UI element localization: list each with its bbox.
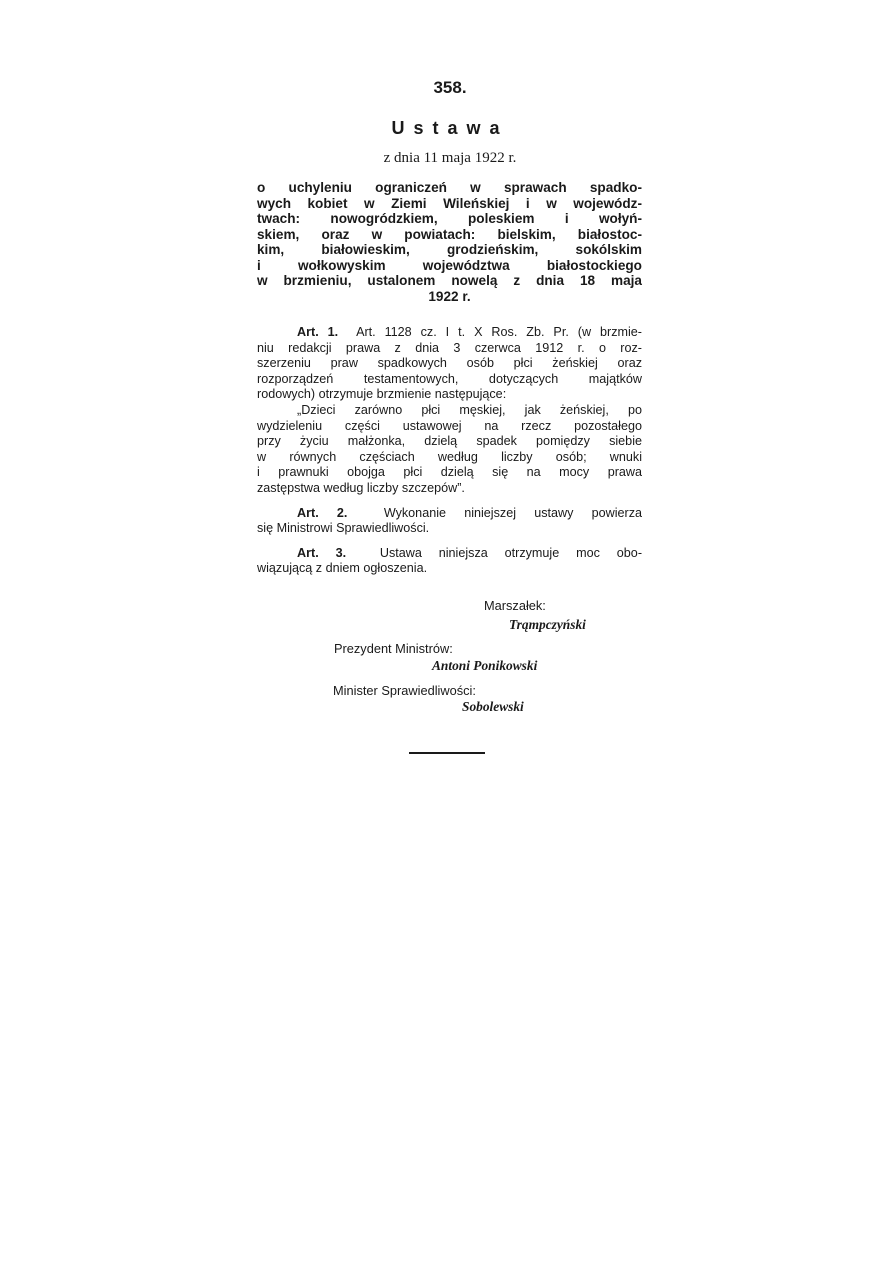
document-title: Ustawa [391, 118, 509, 138]
subject-line: twach: nowogródzkiem, poleskiem i wołyń- [257, 211, 642, 226]
closing-rule [409, 752, 485, 754]
signature-name-justice-minister: Sobolewski [462, 699, 524, 714]
article-2-heading: Art. 2. [297, 505, 348, 520]
subject-line: 1922 r. [428, 288, 471, 304]
article-1-line: rozporządzeń testamentowych, dotyczących majątków [257, 371, 642, 386]
article-1-line: w równych częściach według liczby osób; wnuki [257, 449, 642, 464]
subject-line: o uchyleniu ograniczeń w sprawach spadko- [257, 180, 642, 195]
signature-role-prime-minister: Prezydent Ministrów: [334, 641, 453, 656]
date-line: z dnia 11 maja 1922 r. [383, 150, 517, 166]
subject-line: kim, białowieskim, grodzieńskim, sokólskim [257, 242, 642, 257]
article-1-line: niu redakcji prawa z dnia 3 czerwca 1912 r. o roz- [257, 340, 642, 355]
subject-line: wych kobiet w Ziemi Wileńskiej i w wojewódz- [257, 195, 642, 211]
article-2-line [257, 506, 642, 522]
article-1-line: szerzeniu praw spadkowych osób płci żeńskiej oraz [257, 356, 642, 371]
article-3-line [257, 546, 642, 562]
subject-line: i wołkowyskim województwa białostockiego [257, 257, 642, 273]
article-1-line: zastępstwa według liczby szczepów”. [257, 480, 465, 495]
signature-role-justice-minister: Minister Sprawiedliwości: [333, 683, 476, 698]
signature-name-marshal: Trąmpczyński [509, 617, 586, 632]
article-1-line: wydzieleniu części ustawowej na rzecz pozostałego [257, 418, 642, 433]
subject-line: w brzmieniu, ustalonem nowelą z dnia 18 maja [257, 273, 642, 288]
article-3-text: Ustawa niniejsza otrzymuje moc obo- [379, 545, 643, 560]
article-2-line: się Ministrowi Sprawiedliwości. [257, 521, 430, 536]
article-3-heading: Art. 3. [297, 545, 347, 560]
subject-line: skiem, oraz w powiatach: bielskim, białostoc- [257, 226, 642, 242]
signature-role-marshal: Marszałek: [484, 598, 546, 613]
article-1-text: Art. 1128 cz. I t. X Ros. Zb. Pr. (w brzmie- [356, 325, 642, 339]
article-1-line: przy życiu małżonka, dzielą spadek pomiędzy siebie [257, 434, 642, 449]
article-1-heading: Art. 1. [297, 325, 339, 339]
article-2-text: Wykonanie niniejszej ustawy powierza [383, 505, 642, 520]
subject-heading [257, 180, 642, 304]
article-1-line: rodowych) otrzymuje brzmienie następujące: [257, 387, 507, 402]
article-1-line [257, 325, 642, 341]
article-1-line: „Dzieci zarówno płci męskiej, jak żeńskiej, po [297, 402, 642, 417]
article-3-line: wiązującą z dniem ogłoszenia. [257, 561, 428, 576]
article-1-line: i prawnuki obojga płci dzielą się na mocy prawa [257, 465, 642, 480]
articles [257, 325, 642, 577]
signature-name-prime-minister: Antoni Ponikowski [432, 658, 538, 673]
page-number: 358. [433, 78, 467, 97]
